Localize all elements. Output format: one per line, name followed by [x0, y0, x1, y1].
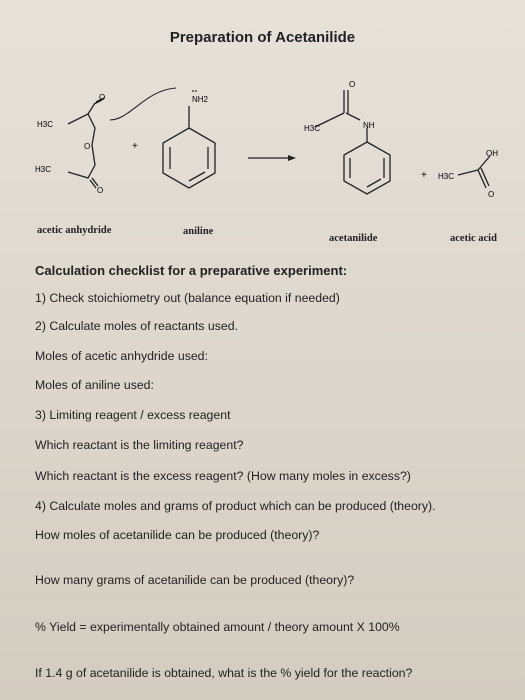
anhydride-bottom-oxygen-label: O	[97, 186, 104, 195]
acetic-acid-oxygen-label: O	[488, 190, 495, 199]
acetanilide-structure	[315, 90, 390, 194]
caption-acetanilide: acetanilide	[329, 233, 378, 244]
anhydride-top-methyl-label: H3C	[37, 120, 54, 129]
caption-aniline: aniline	[183, 226, 214, 237]
checklist-step-1: 1) Check stoichiometry out (balance equation if needed)	[35, 291, 340, 305]
theoretical-grams-question: How many grams of acetanilide can be produced (theory)?	[35, 573, 355, 587]
moles-aniline-prompt: Moles of aniline used:	[35, 378, 154, 392]
excess-reagent-question: Which reactant is the excess reagent? (How many moles in excess?)	[35, 469, 411, 483]
moles-anhydride-prompt: Moles of acetic anhydride used:	[35, 349, 208, 363]
acetanilide-nh-label: NH	[363, 121, 375, 130]
anhydride-bottom-methyl-label: H3C	[35, 165, 52, 174]
checklist-step-2: 2) Calculate moles of reactants used.	[35, 319, 239, 333]
checklist-step-4: 4) Calculate moles and grams of product which can be produced (theory).	[35, 499, 436, 513]
caption-acetic-anhydride: acetic anhydride	[37, 225, 112, 236]
percent-yield-formula: % Yield = experimentally obtained amount / theory amount X 100%	[35, 620, 400, 634]
anhydride-bridge-oxygen-label: O	[84, 142, 91, 151]
acetanilide-methyl-label: H3C	[304, 124, 321, 133]
acetic-acid-structure	[458, 156, 490, 188]
reaction-arrow	[248, 155, 296, 161]
plus-sign-reactants: +	[132, 141, 138, 152]
aniline-structure	[163, 106, 215, 188]
aniline-amine-label: NH2	[192, 95, 209, 104]
acetic-acid-methyl-label: H3C	[438, 172, 455, 181]
checklist-step-3: 3) Limiting reagent / excess reagent	[35, 408, 231, 422]
limiting-reagent-question: Which reactant is the limiting reagent?	[35, 438, 244, 452]
page-title: Preparation of Acetanilide	[169, 29, 356, 46]
acetic-anhydride-structure	[68, 88, 176, 188]
reaction-scheme	[0, 0, 525, 255]
acetic-acid-oh-label: OH	[486, 149, 498, 158]
checklist-heading: Calculation checklist for a preparative experiment:	[35, 263, 348, 278]
caption-acetic-acid: acetic acid	[450, 233, 497, 244]
percent-yield-question: If 1.4 g of acetanilide is obtained, what is the % yield for the reaction?	[35, 666, 413, 680]
theoretical-moles-question: How moles of acetanilide can be produced (theory)?	[35, 528, 320, 542]
plus-sign-products: +	[421, 170, 427, 181]
acetanilide-oxygen-label: O	[349, 80, 356, 89]
anhydride-top-oxygen-label: O	[99, 93, 106, 102]
